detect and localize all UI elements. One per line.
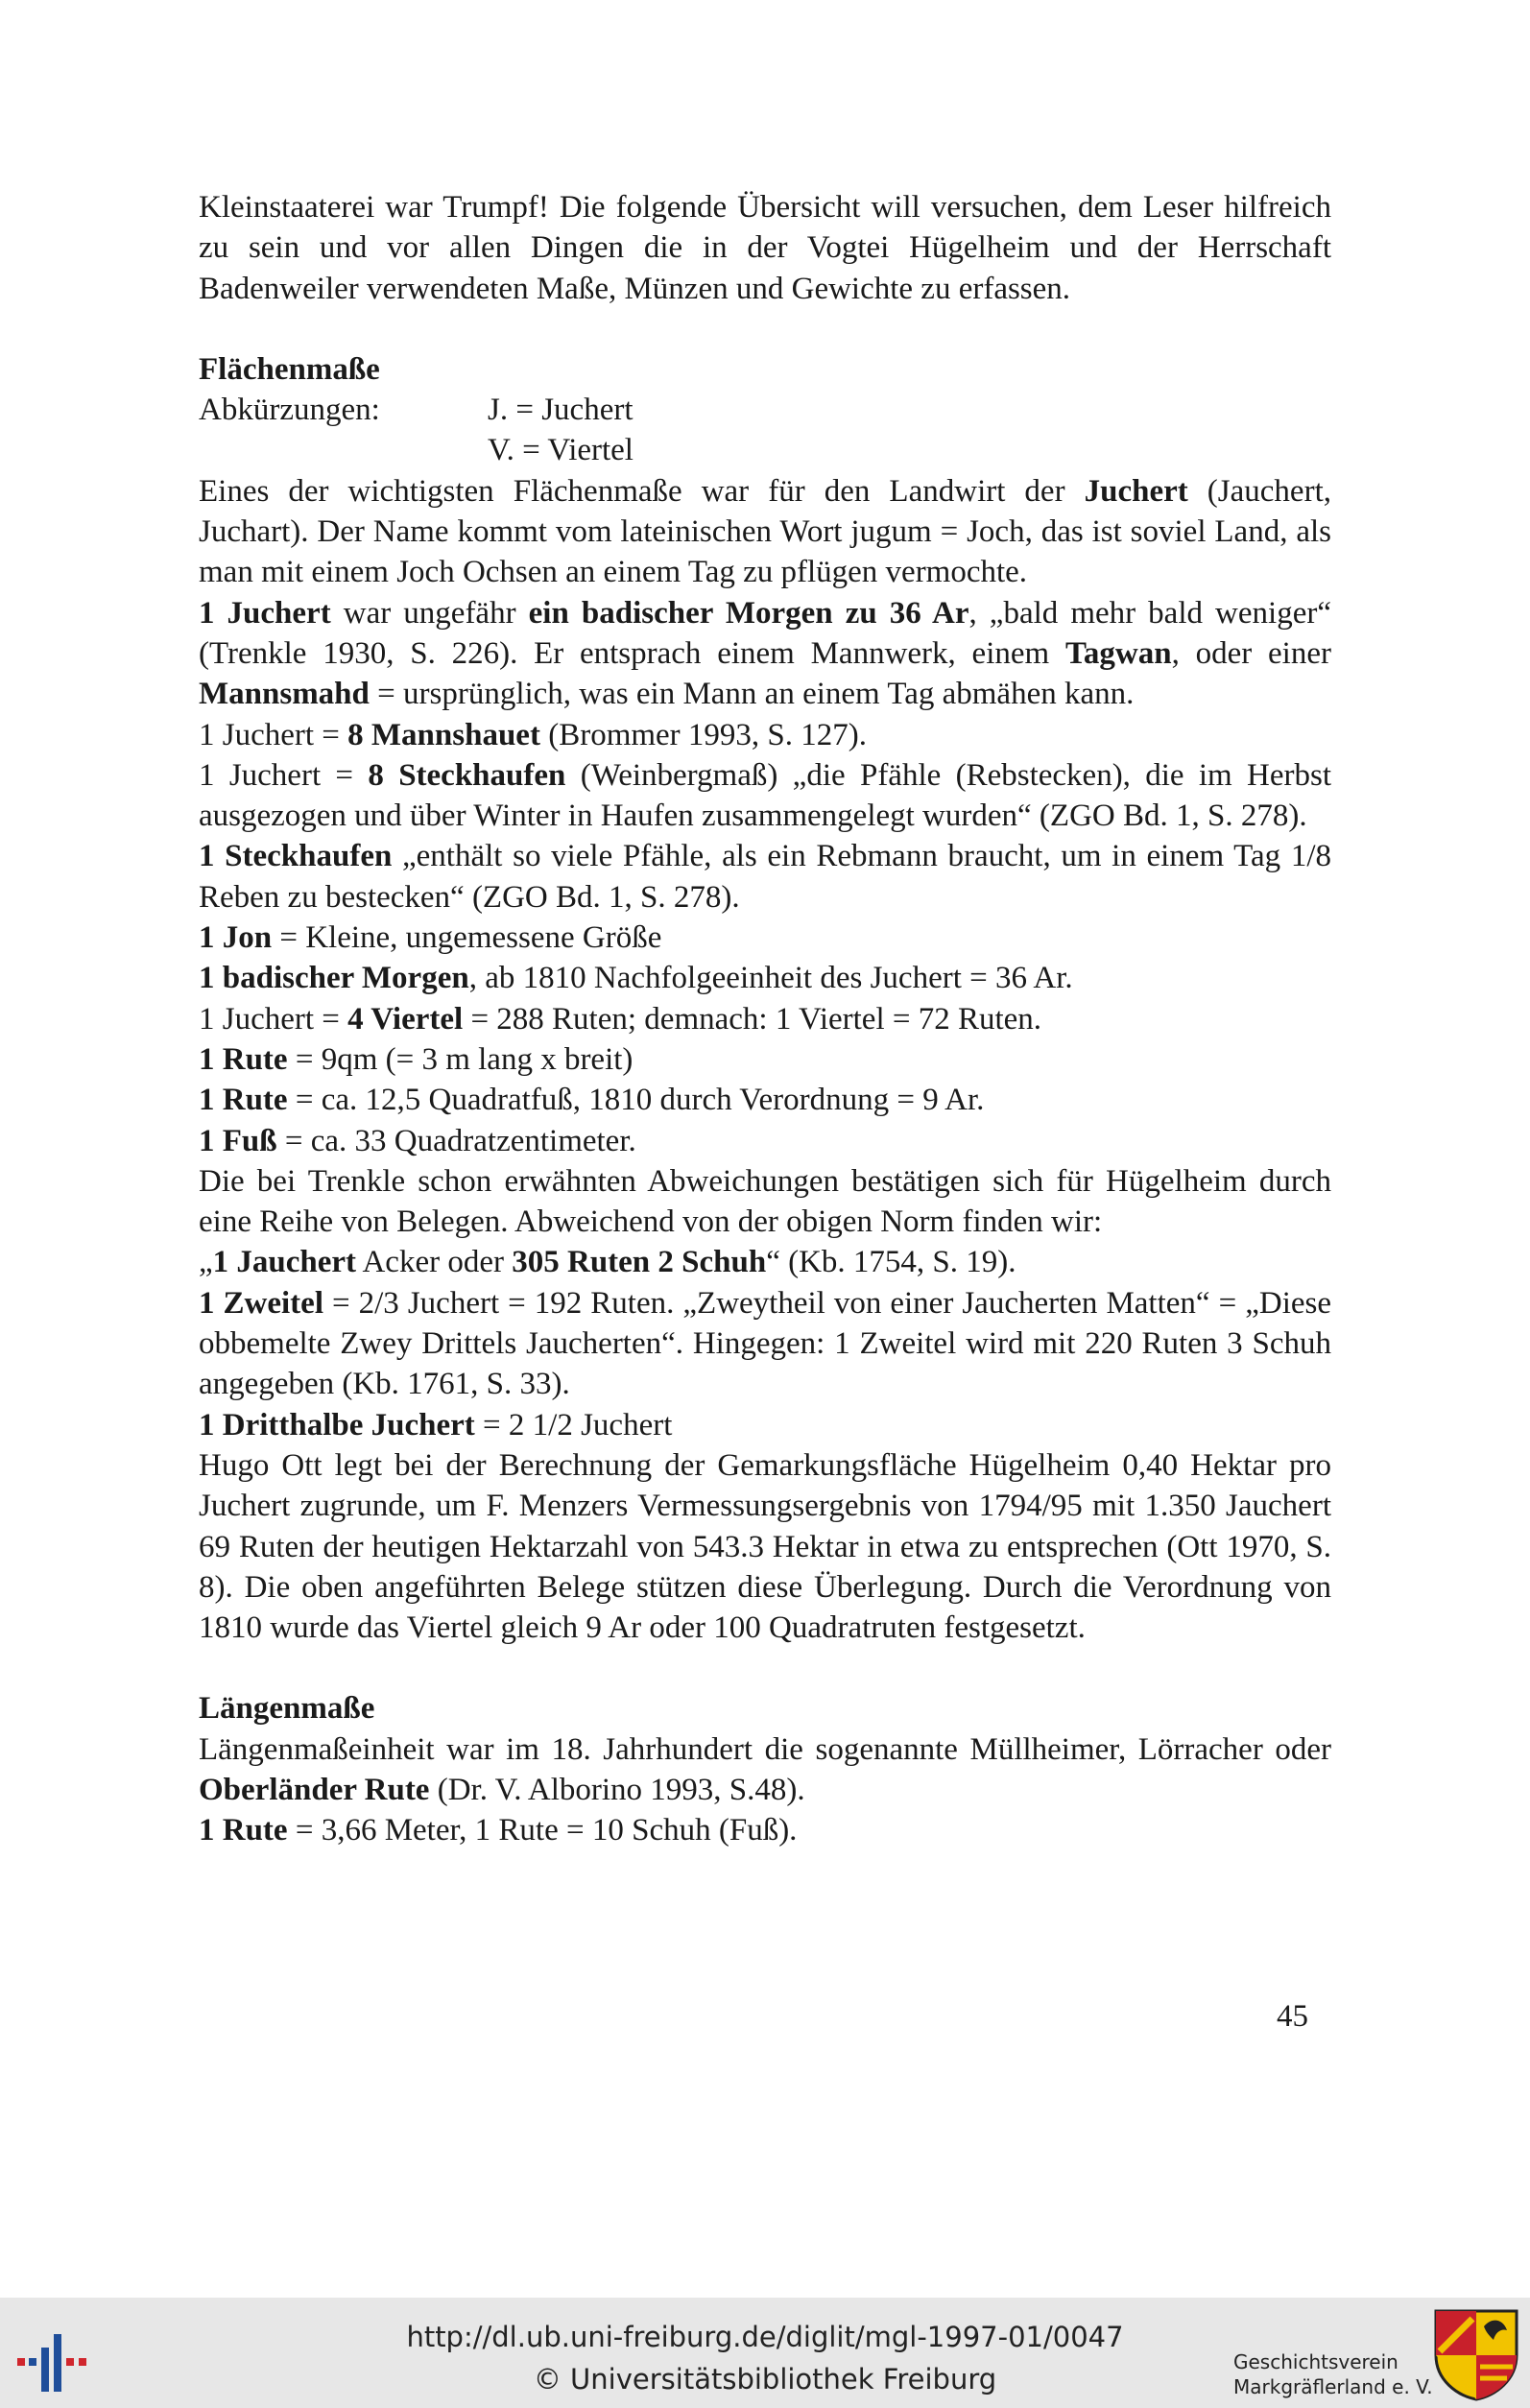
copyright-text: © Universitätsbibliothek Freiburg xyxy=(533,2363,997,2396)
paragraph: Eines der wichtigsten Flächenmaße war für den Landwirt der Juchert (Jauchert, Juchart). Der Name kommt vom lateinischen Wort jugum = Joch, das ist soviel Land, als man mit einem Joch Ochsen an einem Tag zu pflügen vermochte. xyxy=(199,473,1331,590)
paragraph: 1 Zweitel = 2/3 Juchert = 192 Ruten. „Zweytheil von einer Jaucherten Matten“ = „Diese obbemelte Zwey Drittels Jaucherten“. Hingegen: 1 Zweitel wird mit 220 Ruten 3 Schuh angegeben (Kb. 1761, S. 33). xyxy=(199,1285,1331,1402)
coat-of-arms-icon xyxy=(1434,2309,1518,2401)
paragraph: 1 Steckhaufen „enthält so viele Pfähle, als ein Rebmann braucht, um in einem Tag 1/8 Reben zu bestecken“ (ZGO Bd. 1, S. 278). xyxy=(199,839,1331,915)
abbreviation-row xyxy=(199,390,1331,430)
paragraph: „1 Jauchert Acker oder 305 Ruten 2 Schuh“ (Kb. 1754, S. 19). xyxy=(199,1245,1016,1280)
paragraph: 1 Rute = 9qm (= 3 m lang x breit) xyxy=(199,1041,634,1077)
page-number: 45 xyxy=(1277,1999,1308,2034)
paragraph: 1 badischer Morgen, ab 1810 Nachfolgeeinheit des Juchert = 36 Ar. xyxy=(199,961,1073,996)
paragraph: 1 Rute = ca. 12,5 Quadratfuß, 1810 durch Verordnung = 9 Ar. xyxy=(199,1083,985,1118)
paragraph: Die bei Trenkle schon erwähnten Abweichungen bestätigen sich für Hügelheim durch eine Reihe von Belegen. Abweichend von der obigen Norm finden wir: xyxy=(199,1163,1331,1240)
paragraph: 1 Juchert = 4 Viertel = 288 Ruten; demnach: 1 Viertel = 72 Ruten. xyxy=(199,1001,1042,1037)
paragraph: 1 Juchert = 8 Mannshauet (Brommer 1993, S. 127). xyxy=(199,717,868,752)
section-heading-flaechenmasse: Flächenmaße xyxy=(199,351,380,387)
abbreviation-viertel: V. = Viertel xyxy=(488,433,634,468)
footer-bar xyxy=(0,2298,1530,2408)
section-heading-laengenmasse: Längenmaße xyxy=(199,1691,375,1727)
paragraph: 1 Dritthalbe Juchert = 2 1/2 Juchert xyxy=(199,1407,673,1442)
paragraph: 1 Jon = Kleine, ungemessene Größe xyxy=(199,920,662,956)
paragraph: 1 Juchert war ungefähr ein badischer Morgen zu 36 Ar, „bald mehr bald weniger“ (Trenkle 1930, S. 226). Er entsprach einem Mannwerk, einem Tagwan, oder einer Mannsmahd = ursprünglich, was ein Mann an einem Tag abmähen kann. xyxy=(199,595,1331,712)
paragraph: Hugo Ott legt bei der Berechnung der Gemarkungsfläche Hügelheim 0,40 Hektar pro Juchert zugrunde, um F. Menzers Vermessungsergebnis von 1794/95 mit 1.350 Jauchert 69 Ruten der heutigen Hektarzahl von 543.3 Hektar in etwa zu entsprechen (Ott 1970, S. 8). Die oben angeführten Belege stützen diese Überlegung. Durch die Verordnung von 1810 wurde das Viertel gleich 9 Ar oder 100 Quadratruten festgesetzt. xyxy=(199,1447,1331,1646)
abbreviation-row xyxy=(199,430,1331,470)
paragraph: Längenmaßeinheit war im 18. Jahrhundert die sogenannte Müllheimer, Lörracher oder Oberländer Rute (Dr. V. Alborino 1993, S.48). xyxy=(199,1731,1331,1807)
document-url-link[interactable]: http://dl.ub.uni-freiburg.de/diglit/mgl-1997-01/0047 xyxy=(406,2321,1124,2353)
intro-paragraph: Kleinstaaterei war Trumpf! Die folgende Übersicht will versuchen, dem Leser hilfreich zu sein und vor allen Dingen die in der Vogtei Hügelheim und der Herrschaft Badenweiler verwendeten Maße, Münzen und Gewichte zu erfassen. xyxy=(199,190,1331,306)
abbreviation-juchert: J. = Juchert xyxy=(488,393,634,428)
paragraph: 1 Juchert = 8 Steckhaufen (Weinbergmaß) „die Pfähle (Rebstecken), die im Herbst ausgezogen und über Winter in Haufen zusammengelegt wurden“ (ZGO Bd. 1, S. 278). xyxy=(199,757,1332,834)
page-text xyxy=(199,187,1331,1851)
society-name: Geschichtsverein Markgräflerland e. V. xyxy=(1233,2350,1433,2398)
abbreviation-label: Abkürzungen: xyxy=(199,393,380,428)
paragraph: 1 Fuß = ca. 33 Quadratzentimeter. xyxy=(199,1123,636,1158)
paragraph: 1 Rute = 3,66 Meter, 1 Rute = 10 Schuh (Fuß). xyxy=(199,1813,798,1848)
